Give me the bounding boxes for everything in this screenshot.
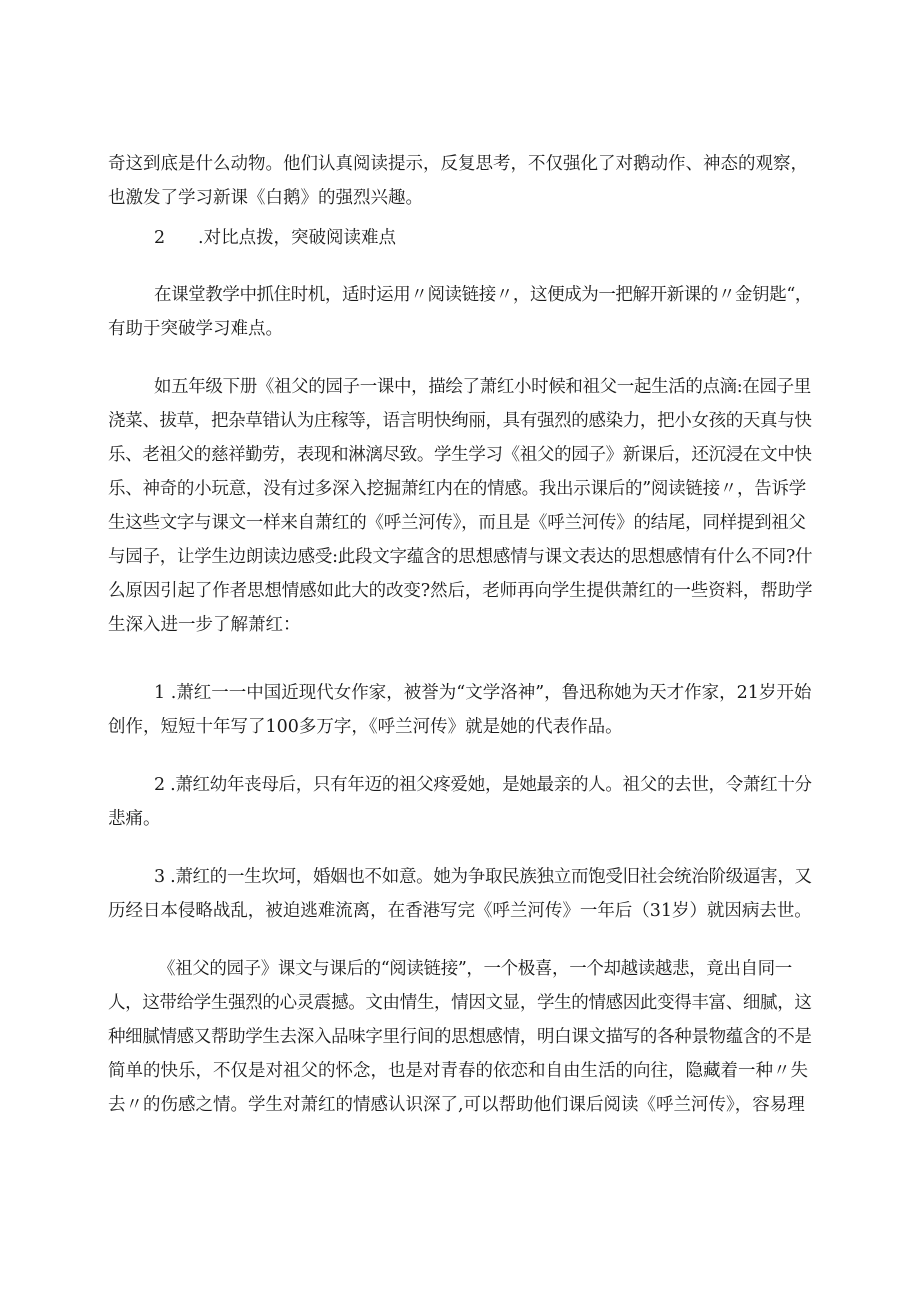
text-line: 在课堂教学中抓住时机，适时运用〃阅读链接〃，这便成为一把解开新课的〃金钥匙“，	[154, 285, 812, 305]
text-line: 2 .萧红幼年丧母后，只有年迈的祖父疼爱她，是她最亲的人。祖父的去世，令萧红十分	[154, 775, 812, 795]
list-item	[108, 676, 811, 744]
text-line: 与园子，让学生边朗读边感受:此段文字蕴含的思想感情与课文表达的思想感情有什么不同?什	[108, 547, 813, 567]
text-line: 简单的快乐，不仅是对祖父的怀念，也是对青春的依恋和自由生活的向往，隐藏着一种〃失	[108, 1061, 808, 1081]
text-line: 乐、老祖父的慈祥勤劳，表现和淋漓尽致。学生学习《祖父的园子》新课后，还沉浸在文中快	[108, 445, 812, 465]
section-number: 2	[154, 228, 166, 248]
section-title: .对比点拨，突破阅读难点	[198, 228, 397, 248]
paragraph	[108, 278, 812, 346]
text-line: 《祖父的园子》课文与课后的“阅读链接”，一个极喜，一个却越读越悲，竟出自同一	[158, 959, 792, 979]
text-line: 种细腻情感又帮助学生去深入品味字里行间的思想感情，明白课文描写的各种景物蕴含的不是	[108, 1027, 812, 1047]
text-line: 么原因引起了作者思想情感如此大的改变?然后，老师再向学生提供萧红的一些资料，帮助学	[108, 581, 813, 601]
list-item	[108, 860, 812, 928]
text-line: 生深入进一步了解萧红：	[108, 615, 301, 635]
paragraph-continuation	[108, 147, 808, 215]
text-line: 奇这到底是什么动物。他们认真阅读提示，反复思考，不仅强化了对鹅动作、神态的观察，	[108, 154, 808, 174]
text-line: 如五年级下册《祖父的园子一课中，描绘了萧红小时候和祖父一起生活的点滴:在园子里	[154, 377, 811, 397]
text-line: 有助于突破学习难点。	[108, 319, 283, 339]
text-line: 创作，短短十年写了100多万字，《呼兰河传》就是她的代表作品。	[108, 717, 623, 737]
text-line: 乐、神奇的小玩意，没有过多深入挖掘萧红内在的情感。我出示课后的”阅读链接〃，告诉学	[108, 479, 806, 499]
text-line: 浇菜、拔草，把杂草错认为庄稼等，语言明快绚丽，具有强烈的感染力，把小女孩的天真与快	[108, 411, 812, 431]
text-line: 1 .萧红一一中国近现代女作家，被誉为“文学洛神”，鲁迅称她为天才作家，21岁开始	[154, 683, 812, 703]
text-line: 去〃的伤感之情。学生对萧红的情感认识深了,可以帮助他们课后阅读《呼兰河传》，容易理	[108, 1095, 805, 1115]
text-line: 人，这带给学生强烈的心灵震撼。文由情生，情因文显，学生的情感因此变得丰富、细腻，这	[108, 993, 812, 1013]
list-item	[108, 768, 812, 836]
text-line: 悲痛。	[108, 809, 161, 829]
text-line: 也激发了学习新课《白鹅》的强烈兴趣。	[108, 188, 423, 208]
text-line: 生这些文字与课文一样来自萧红的《呼兰河传》，而且是《呼兰河传》的结尾，同样提到祖父	[108, 513, 806, 533]
paragraph	[108, 952, 812, 1122]
paragraph	[108, 370, 812, 642]
text-line: 历经日本侵略战乱，被迫逃难流离，在香港写完《呼兰河传》一年后（31岁）就因病去世。	[108, 901, 812, 921]
text-line: 3 .萧红的一生坎坷，婚姻也不如意。她为争取民族独立而饱受旧社会统治阶级逼害，又	[154, 867, 812, 887]
section-heading	[154, 221, 396, 255]
